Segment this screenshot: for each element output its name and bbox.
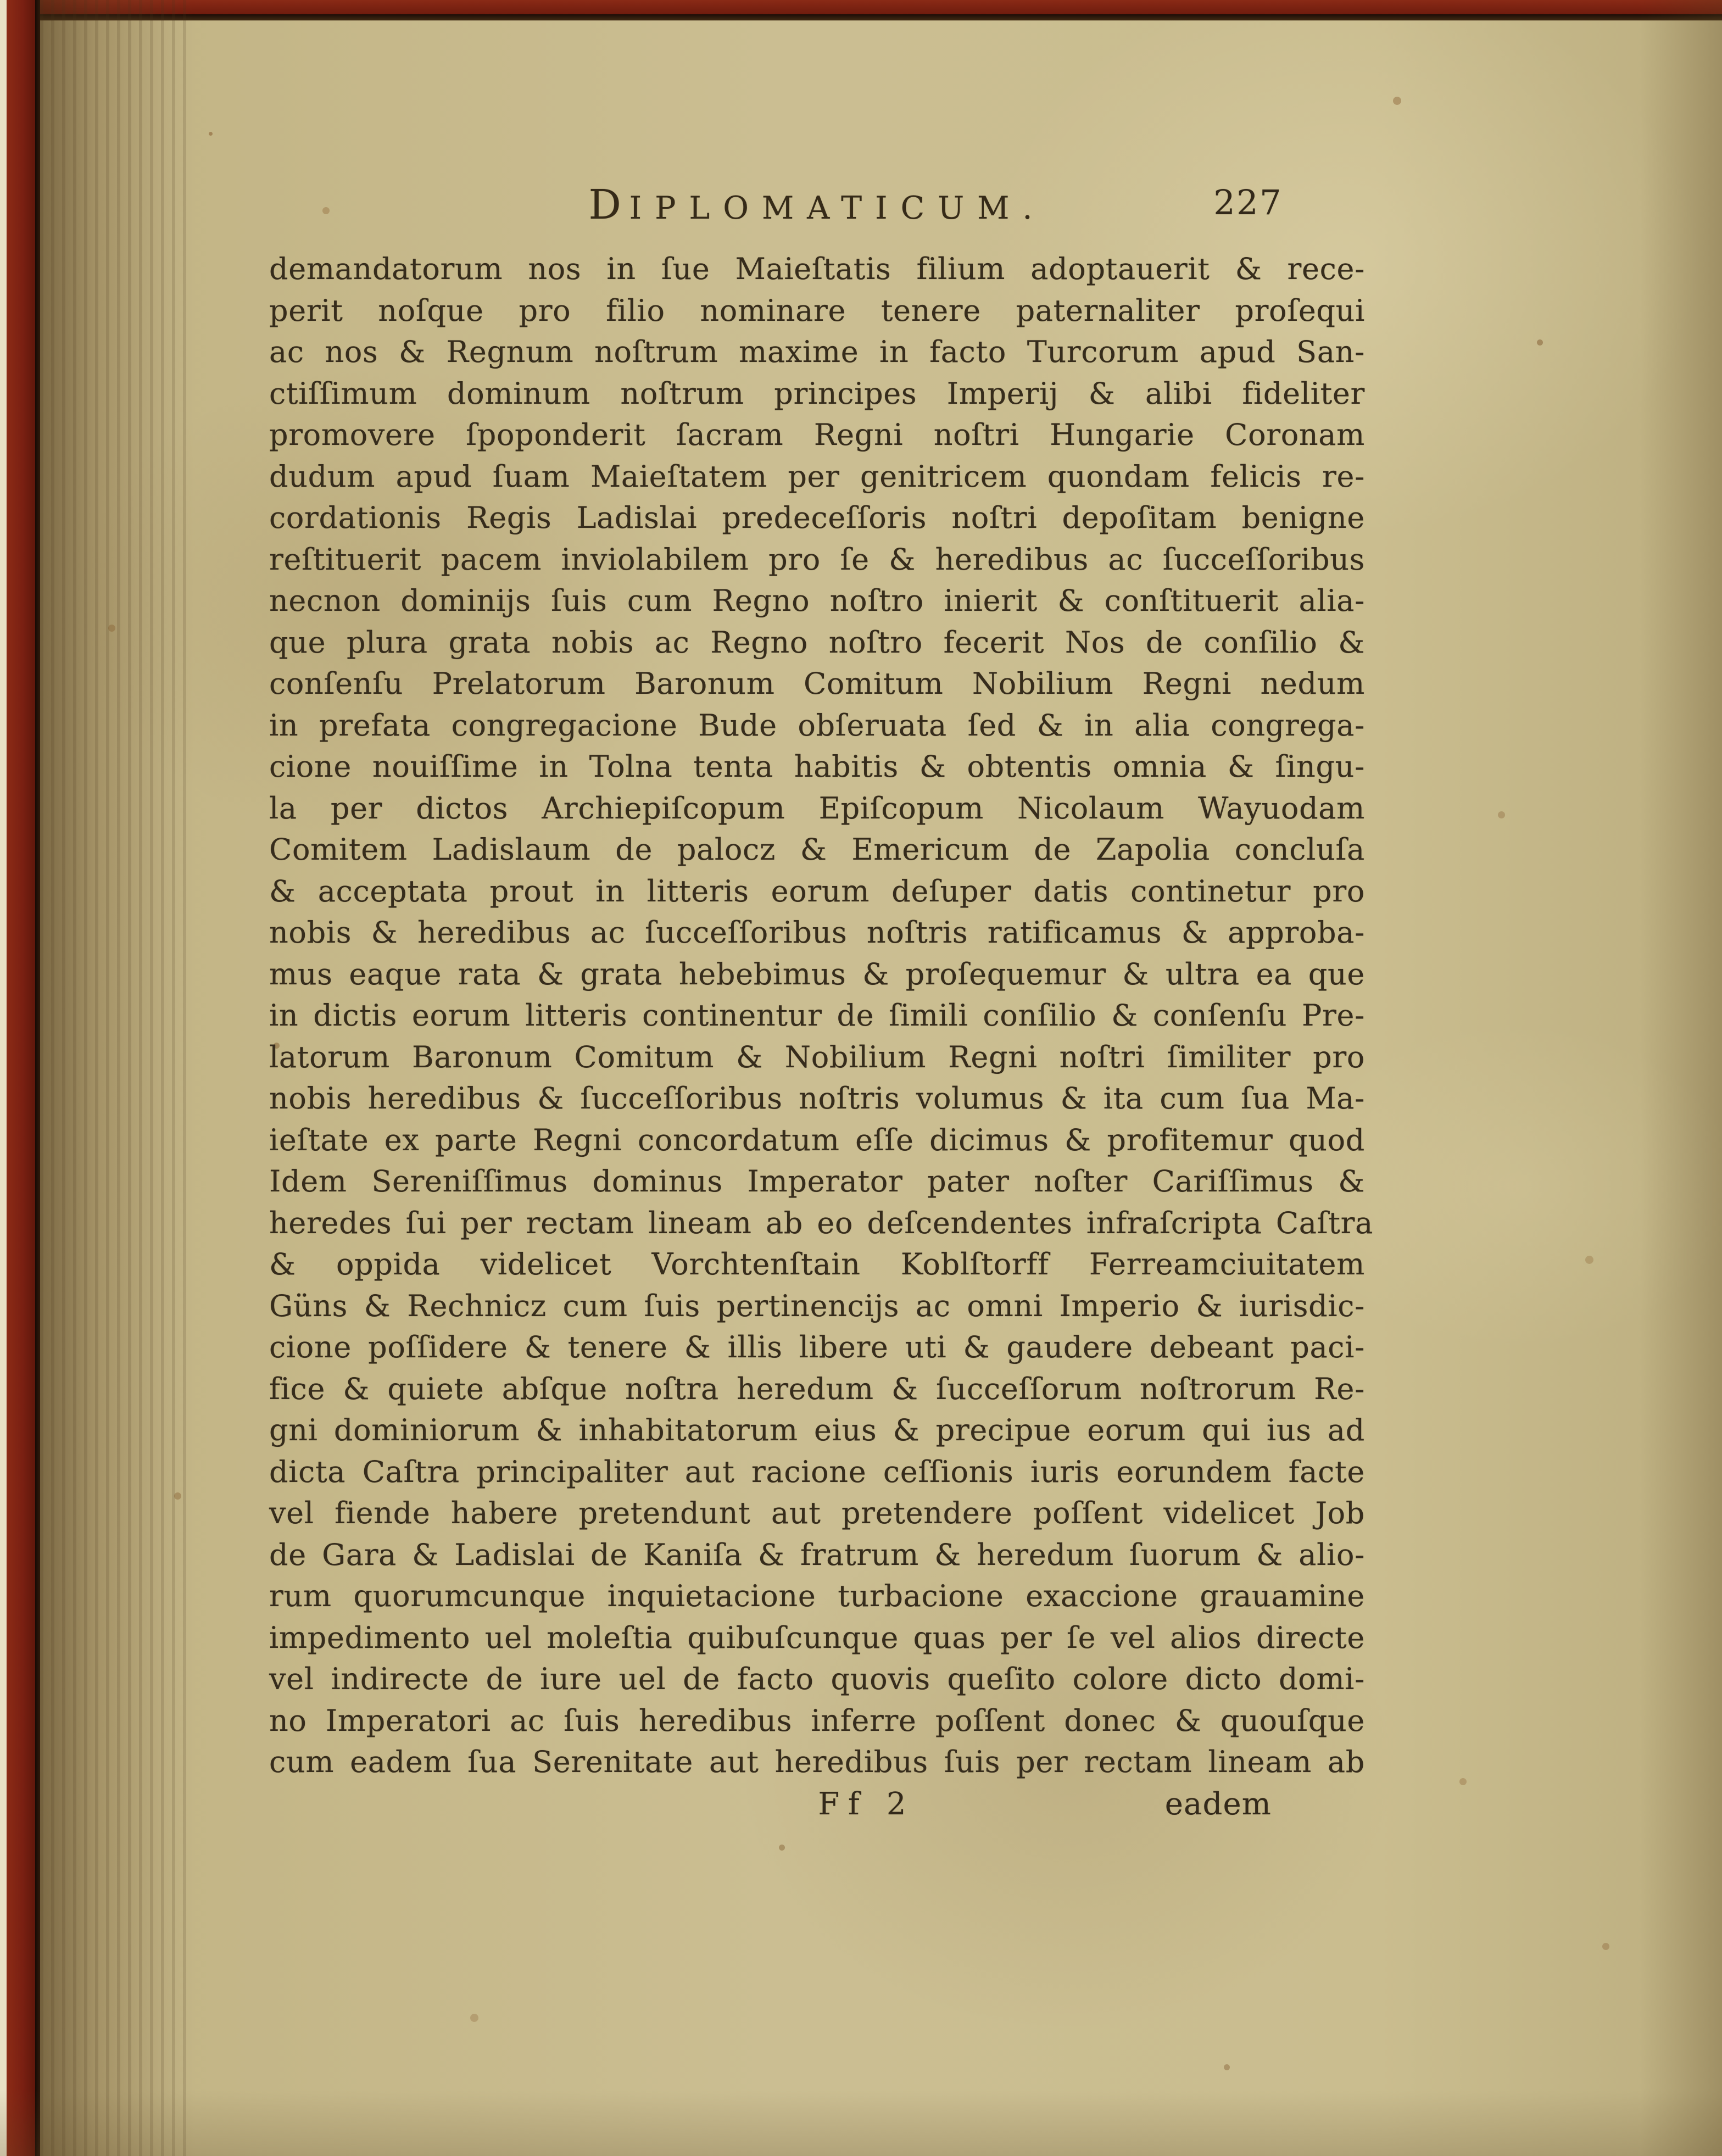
text-line: & oppida videlicet Vorchtenſtain Koblſtorff Ferreamciuitatem [269, 1247, 1365, 1282]
text-line: conſenſu Prelatorum Baronum Comitum Nobilium Regni nedum [269, 666, 1365, 701]
text-line: perit noſque pro filio nominare tenere paternaliter proſequi [269, 293, 1365, 328]
text-line: Comitem Ladislaum de palocz & Emericum de Zapolia concluſa [269, 832, 1365, 867]
text-line: in dictis eorum litteris continentur de ſimili conſilio & conſenſu Pre- [269, 998, 1365, 1033]
text-line: de Gara & Ladislai de Kaniſa & fratrum & heredum ſuorum & alio- [269, 1537, 1365, 1572]
text-line: heredes ſui per rectam lineam ab eo deſcendentes infraſcripta Caſtra [269, 1205, 1373, 1240]
text-line: nobis heredibus & ſucceſſoribus noſtris volumus & ita cum ſua Ma- [269, 1081, 1365, 1116]
text-line: latorum Baronum Comitum & Nobilium Regni noſtri ſimiliter pro [269, 1039, 1365, 1074]
text-line: cione nouiſſime in Tolna tenta habitis & obtentis omnia & ſingu- [269, 749, 1365, 784]
text-line: que plura grata nobis ac Regno noſtro fecerit Nos de conſilio & [269, 625, 1365, 660]
page-header [269, 181, 1365, 231]
text-line: reſtituerit pacem inviolabilem pro ſe & heredibus ac ſucceſſoribus [269, 542, 1365, 577]
text-line: vel indirecte de iure uel de facto quovis queſito colore dicto domi- [269, 1662, 1365, 1696]
text-line: rum quorumcunque inquietacione turbacione exaccione grauamine [269, 1579, 1365, 1613]
page-footer [269, 1786, 1365, 1830]
text-line: ctiſſimum dominum noſtrum principes Imperij & alibi fideliter [269, 376, 1365, 411]
text-line: gni dominiorum & inhabitatorum eius & precipue eorum qui ius ad [269, 1413, 1365, 1447]
page-number: 227 [1213, 182, 1283, 222]
text-line: promovere ſpoponderit ſacram Regni noſtri Hungarie Coronam [269, 417, 1365, 452]
signature-mark: Ff 2 [818, 1786, 915, 1822]
text-line: la per dictos Archiepiſcopum Epiſcopum Nicolaum Wayuodam [269, 790, 1365, 826]
text-line: impedimento uel moleſtia quibuſcunque quas per ſe vel alios directe [269, 1620, 1365, 1655]
running-title: DIPLOMATICUM. [588, 181, 1046, 229]
text-line: Idem Sereniſſimus dominus Imperator pater noſter Cariſſimus & [269, 1164, 1365, 1199]
text-line: cordationis Regis Ladislai predeceſſoris noſtri depoſitam benigne [269, 500, 1365, 535]
text-line: Güns & Rechnicz cum ſuis pertinencijs ac omni Imperio & iurisdic- [269, 1288, 1365, 1323]
text-line: ac nos & Regnum noſtrum maxime in facto Turcorum apud San- [269, 335, 1365, 369]
text-line: fice & quiete abſque noſtra heredum & ſucceſſorum noſtrorum Re- [269, 1371, 1365, 1406]
text-line: nobis & heredibus ac ſucceſſoribus noſtris ratificamus & approba- [269, 915, 1365, 950]
text-line: dicta Caſtra principaliter aut racione ceſſionis iuris eorundem facte [269, 1454, 1365, 1489]
text-line: mus eaque rata & grata hebebimus & proſequemur & ultra ea que [269, 956, 1365, 991]
text-line: & acceptata prout in litteris eorum deſuper datis continetur pro [269, 873, 1365, 909]
text-line: cum eadem ſua Serenitate aut heredibus ſuis per rectam lineam ab [269, 1745, 1365, 1779]
text-line: necnon dominijs ſuis cum Regno noſtro inierit & conſtituerit alia- [269, 583, 1365, 618]
text-line: cione poſſidere & tenere & illis libere uti & gaudere debeant paci- [269, 1330, 1365, 1364]
text-line: in prefata congregacione Bude obſeruata ſed & in alia congrega- [269, 707, 1365, 743]
text-line: demandatorum nos in ſue Maieſtatis filium adoptauerit & rece- [269, 252, 1365, 286]
text-line: dudum apud ſuam Maieſtatem per genitricem quondam felicis re- [269, 459, 1365, 494]
body-text [269, 248, 1373, 1783]
text-line: ieſtate ex parte Regni concordatum eſſe dicimus & profitemur quod [269, 1122, 1365, 1157]
text-line: vel fiende habere pretendunt aut pretendere poſſent videlicet Job [269, 1496, 1365, 1530]
catchword: eadem [1164, 1786, 1272, 1822]
text-line: no Imperatori ac ſuis heredibus inferre poſſent donec & quouſque [269, 1703, 1365, 1738]
